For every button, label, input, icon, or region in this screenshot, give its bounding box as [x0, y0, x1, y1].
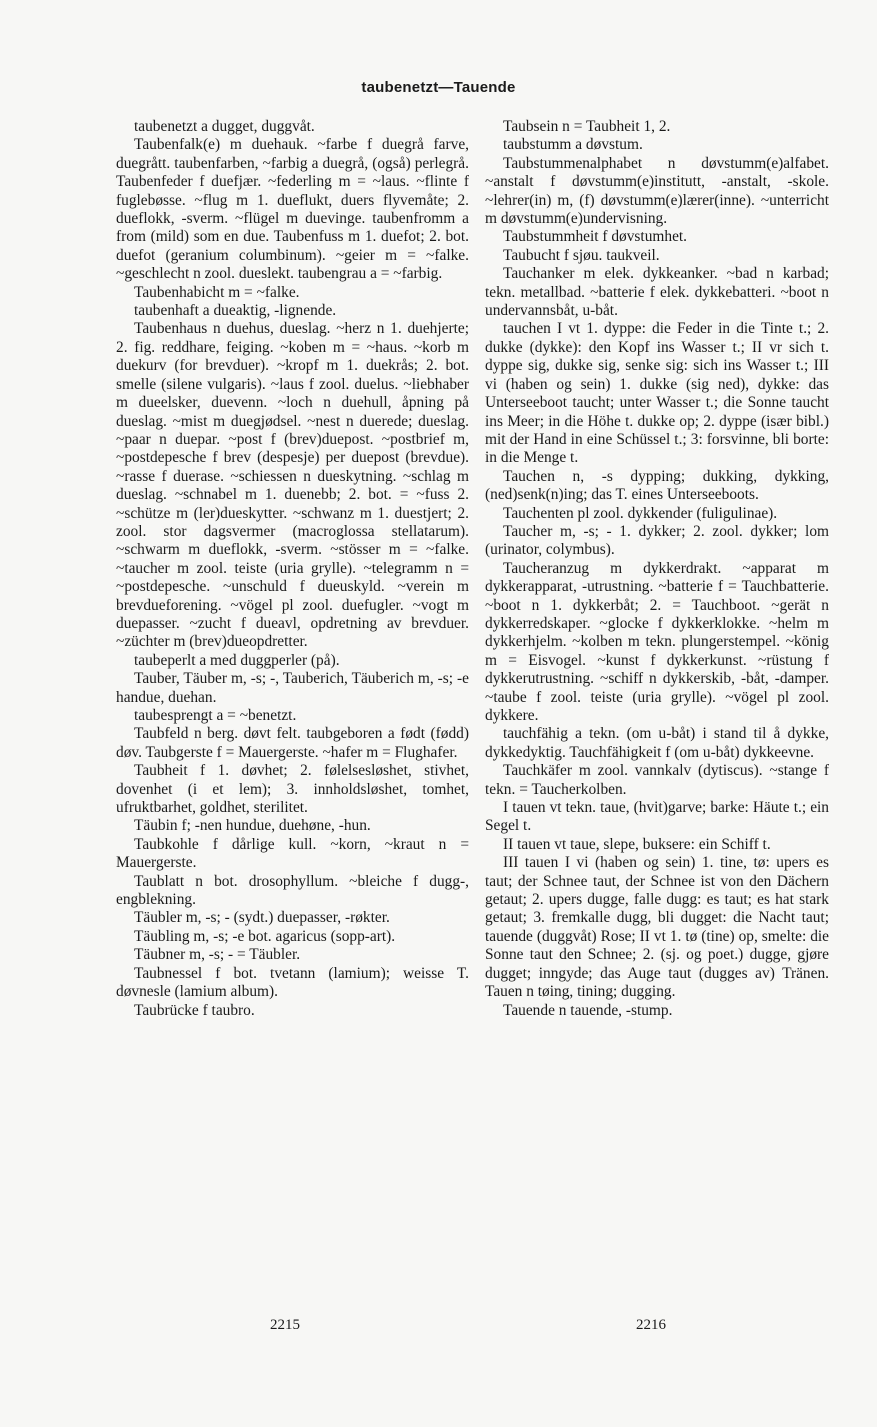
dictionary-entry: Taucheranzug m dykkerdrakt. ~apparat m dykkerapparat, -utrustning. ~batterie f = Tauchbatterie. ~boot n 1. dykkerbåt; 2. = Tauchboot. ~gerät n dykkerredskaper. ~glocke f dykkerklokke. ~helm m dykkerhjelm. ~kolben m tekn. plungerstempel. ~könig m = Eisvogel. ~kunst f dykkerkunst. ~rüstung f dykkerutrustning. ~schiff n dykkerskib, -båt, -damper. ~taube f zool. teiste (uria grylle). ~vögel pl zool. dykkere.	[485, 559, 829, 724]
page-number-left: 2215	[270, 1317, 300, 1333]
dictionary-entry: Täubin f; -nen hundue, duehøne, -hun.	[134, 817, 371, 835]
dictionary-entry: Taubrücke f taubro.	[134, 1001, 255, 1019]
dictionary-entry: Taubstummenalphabet n døvstumm(e)alfabet. ~anstalt f døvstumm(e)institutt, -anstalt, -skole. ~lehrer(in) m, (f) døvstumm(e)lærer(inne). ~unterricht m døvstumm(e)undervisning.	[485, 154, 829, 228]
dictionary-entry: Taubenhabicht m = ~falke.	[134, 283, 300, 301]
running-head: taubenetzt—Tauende	[361, 79, 516, 96]
dictionary-entry: taubenhaft a dueaktig, -lignende.	[134, 302, 337, 320]
dictionary-entry: Taublatt n bot. drosophyllum. ~bleiche f dugg-, engblekning.	[116, 872, 469, 909]
page-number-right: 2216	[636, 1317, 666, 1333]
dictionary-entry: Taubenhaus n duehus, dueslag. ~herz n 1. duehjerte; 2. fig. reddhare, feiging. ~koben m = ~haus. ~korb m duekurv (for brevduer). ~kropf m 1. duekrås; 2. bot. smelle (silene vulgaris). ~laus f zool. duelus. ~liebhaber m dueelsker, duevenn. ~loch n duehull, åpning på dueslag. ~mist m duegjødsel. ~nest n duerede; dueslag. ~paar n duepar. ~post f (brev)duepost. ~postbrief m, ~postdepesche f brev (despesje) per duepost (brevdue). ~rasse f duerase. ~schiessen n dueskytning. ~schlag m dueslag. ~schnabel m 1. duenebb; 2. bot. = ~fuss 2. ~schütze m (ler)dueskytter. ~schwanz m 1. duestjert; 2. zool. stor dagsvermer (macroglossa stellatarum). ~schwarm m dueflokk, -sverm. ~stösser m = ~falke. ~taucher m zool. teiste (uria grylle). ~telegramm n = ~postdepesche. ~unschuld f dueuskyld. ~verein m brevdueforening. ~vögel pl zool. duefugler. ~vogt m duepasser. ~zucht f dueavl, opdretning av brevduer. ~züchter m (brev)dueopdretter.	[116, 320, 469, 651]
dictionary-entry: Taubucht f sjøu. taukveil.	[503, 246, 660, 264]
dictionary-entry: Taucher m, -s; - 1. dykker; 2. zool. dykker; lom (urinator, colymbus).	[485, 522, 829, 559]
dictionary-entry: Taubstummheit f døvstumhet.	[503, 228, 688, 246]
dictionary-entry: taubesprengt a = ~benetzt.	[134, 707, 297, 724]
dictionary-entry: Täubling m, -s; -e bot. agaricus (sopp-art).	[134, 927, 396, 945]
dictionary-entry: tauchfähig a tekn. (om u-båt) i stand til å dykke, dykkedyktig. Tauchfähigkeit f (om u-båt) dykkeevne.	[485, 725, 829, 761]
dictionary-entry: Taubenfalk(e) m duehauk. ~farbe f duegrå farve, duegrått. taubenfarben, ~farbig a duegrå, (også) perlegrå. Taubenfeder f duefjær. ~federling m = ~laus. ~flinte f fuglebøsse. ~flug m 1. dueflukt, duers flyvemåte; 2. dueflokk, -sverm. ~flügel m duevinge. taubenfromm a from (mild) som en due. Taubenfuss m 1. duefot; 2. bot. duefot (geranium columbinum). ~geier m = ~falke. ~geschlecht n zool. dueslekt. taubengrau a = ~farbig.	[116, 136, 469, 283]
dictionary-entry: I tauen vt tekn. taue, (hvit)garve; barke: Häute t.; ein Segel t.	[485, 799, 829, 835]
dictionary-entry: II tauen vt taue, slepe, buksere: ein Schiff t.	[503, 835, 771, 853]
right-column	[485, 118, 829, 1020]
dictionary-entry: taubenetzt a dugget, duggvåt.	[134, 118, 315, 135]
dictionary-entry: tauchen I vt 1. dyppe: die Feder in die Tinte t.; 2. dukke (dykke): den Kopf ins Wasser t.; II vr sich t. dyppe sig, dukke sig, senke sig: sich ins Wasser t.; III vi (haben og sein) 1. dukke (sig ned), dykke: das Unterseeboot taucht; unter Wasser t.; die Sonne taucht ins Meer; in die Höhe t. dukke op; 2. dyppe (især bibl.) mit der Hand in eine Schüssel t.; 3: forsvinne, bli borte: in die Menge t.	[485, 320, 829, 467]
dictionary-entry: Taubheit f 1. døvhet; 2. følelsesløshet, stivhet, dovenhet (i et lem); 3. innholdsløshet, tomhet, ufruktbarhet, goldhet, sterilitet.	[116, 762, 469, 817]
dictionary-entry: Tauchanker m elek. dykkeanker. ~bad n karbad; tekn. metallbad. ~batterie f elek. dykkebatteri. ~boot n undervannsbåt, u-båt.	[485, 265, 829, 320]
dictionary-entry: III tauen I vi (haben og sein) 1. tine, tø: upers es taut; der Schnee taut, der Schnee ist von den Dächern getaut; 2. upers dugge, falle dugg: es taut; es hat stark getaut; 3. fremkalle dugg, bli dugget: die Nacht taut; tauende (duggvåt) Rose; II vt 1. tø (tine) op, smelte: die Sonne taut den Schnee; 2. (sj. og poet.) dugge, gjøre dugget; inngyde; das Auge taut (dugges av) Tränen. Tauen n tøing, tining; dugging.	[485, 854, 829, 1001]
dictionary-entry: Taubsein n = Taubheit 1, 2.	[503, 118, 671, 135]
dictionary-entry: taubeperlt a med duggperler (på).	[134, 651, 340, 669]
dictionary-entry: Taubkohle f dårlige kull. ~korn, ~kraut n = Mauergerste.	[116, 835, 469, 872]
dictionary-entry: Tauchen n, -s dypping; dukking, dykking, (ned)senk(n)ing; das T. eines Unterseeboots.	[485, 467, 829, 504]
dictionary-entry: Tauende n tauende, -stump.	[503, 1001, 673, 1019]
dictionary-entry: Taubfeld n berg. døvt felt. taubgeboren a født (fødd) døv. Taubgerste f = Mauergerste. ~hafer m = Flughafer.	[116, 725, 469, 761]
dictionary-entry: Täubler m, -s; - (sydt.) duepasser, -røkter.	[134, 909, 390, 927]
dictionary-entry: Tauber, Täuber m, -s; -, Tauberich, Täuberich m, -s; -e handue, duehan.	[116, 670, 469, 706]
dictionary-entry: Tauchkäfer m zool. vannkalv (dytiscus). ~stange f tekn. = Taucherkolben.	[485, 762, 829, 798]
dictionary-entry: Täubner m, -s; - = Täubler.	[134, 946, 301, 964]
dictionary-entry: taubstumm a døvstum.	[503, 136, 643, 154]
left-column	[116, 118, 469, 1020]
dictionary-entry: Tauchenten pl zool. dykkender (fuligulinae).	[503, 504, 778, 522]
dictionary-entry: Taubnessel f bot. tvetann (lamium); weisse T. døvnesle (lamium album).	[116, 964, 469, 1001]
